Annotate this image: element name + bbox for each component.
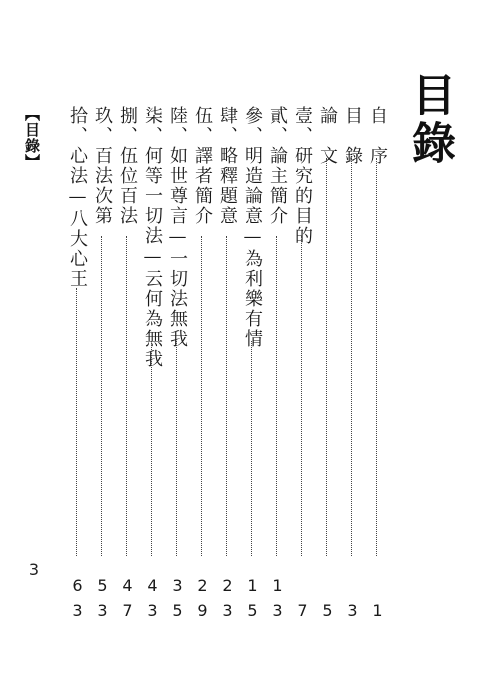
toc-entry-title: 柒、何等一切法—云何為無我 xyxy=(142,106,163,369)
toc-entry-title: 肆、略釋題意 xyxy=(217,106,238,226)
toc-entry[interactable] xyxy=(339,106,365,626)
toc-entry-page: 23 xyxy=(218,576,237,626)
dot-leader xyxy=(326,158,327,556)
toc-entry-title: 貳、論主簡介 xyxy=(267,106,288,226)
toc-entry-title: 自 序 xyxy=(367,106,388,166)
toc-entry[interactable] xyxy=(64,106,90,626)
dot-leader xyxy=(276,236,277,556)
toc-entry-title: 捌、伍位百法 xyxy=(117,106,138,226)
toc-entry-page: 53 xyxy=(93,576,112,626)
dot-leader xyxy=(251,341,252,556)
dot-leader xyxy=(301,236,302,556)
running-head: 【目錄】 xyxy=(23,106,41,170)
toc-entry[interactable] xyxy=(239,106,265,626)
toc-entry-page: 5 xyxy=(318,601,337,626)
dot-leader xyxy=(151,341,152,556)
page-title: 目錄 xyxy=(404,72,455,168)
toc-entry[interactable] xyxy=(214,106,240,626)
toc-entry[interactable] xyxy=(314,106,340,626)
toc-entry[interactable] xyxy=(139,106,165,626)
toc-entry[interactable] xyxy=(114,106,140,626)
toc-entry-title: 玖、百法次第 xyxy=(92,106,113,226)
toc-entry[interactable] xyxy=(264,106,290,626)
dot-leader xyxy=(351,158,352,556)
toc-entry-page: 63 xyxy=(68,576,87,626)
toc-entry-title: 拾、心法—八大心王 xyxy=(67,106,88,289)
toc-entry-title: 論 文 xyxy=(317,106,338,166)
toc-entry-title: 壹、研究的目的 xyxy=(292,106,313,246)
dot-leader xyxy=(101,236,102,556)
dot-leader xyxy=(126,236,127,556)
dot-leader xyxy=(226,236,227,556)
toc-entry-page: 29 xyxy=(193,576,212,626)
page-number: 3 xyxy=(28,560,40,579)
dot-leader xyxy=(376,158,377,556)
toc-entry-page: 1 xyxy=(368,601,387,626)
toc-entry-page: 47 xyxy=(118,576,137,626)
toc-entry-title: 伍、譯者簡介 xyxy=(192,106,213,226)
toc-entry-title: 參、明造論意—為利樂有情 xyxy=(242,106,263,349)
toc-entry-title: 陸、如世尊言—一切法無我 xyxy=(167,106,188,349)
toc-entry-title: 目 錄 xyxy=(342,106,363,166)
toc-entry-page: 3 xyxy=(343,601,362,626)
dot-leader xyxy=(201,236,202,556)
dot-leader xyxy=(176,341,177,556)
toc-entry-page: 7 xyxy=(293,601,312,626)
toc-entry[interactable] xyxy=(364,106,390,626)
toc-entry-page: 35 xyxy=(168,576,187,626)
toc-entry[interactable] xyxy=(289,106,315,626)
dot-leader xyxy=(76,288,77,556)
toc-entry[interactable] xyxy=(189,106,215,626)
toc-entry-page: 15 xyxy=(243,576,262,626)
toc-entry[interactable] xyxy=(89,106,115,626)
toc-entry-page: 43 xyxy=(143,576,162,626)
toc-entry[interactable] xyxy=(164,106,190,626)
toc-entry-page: 13 xyxy=(268,576,287,626)
